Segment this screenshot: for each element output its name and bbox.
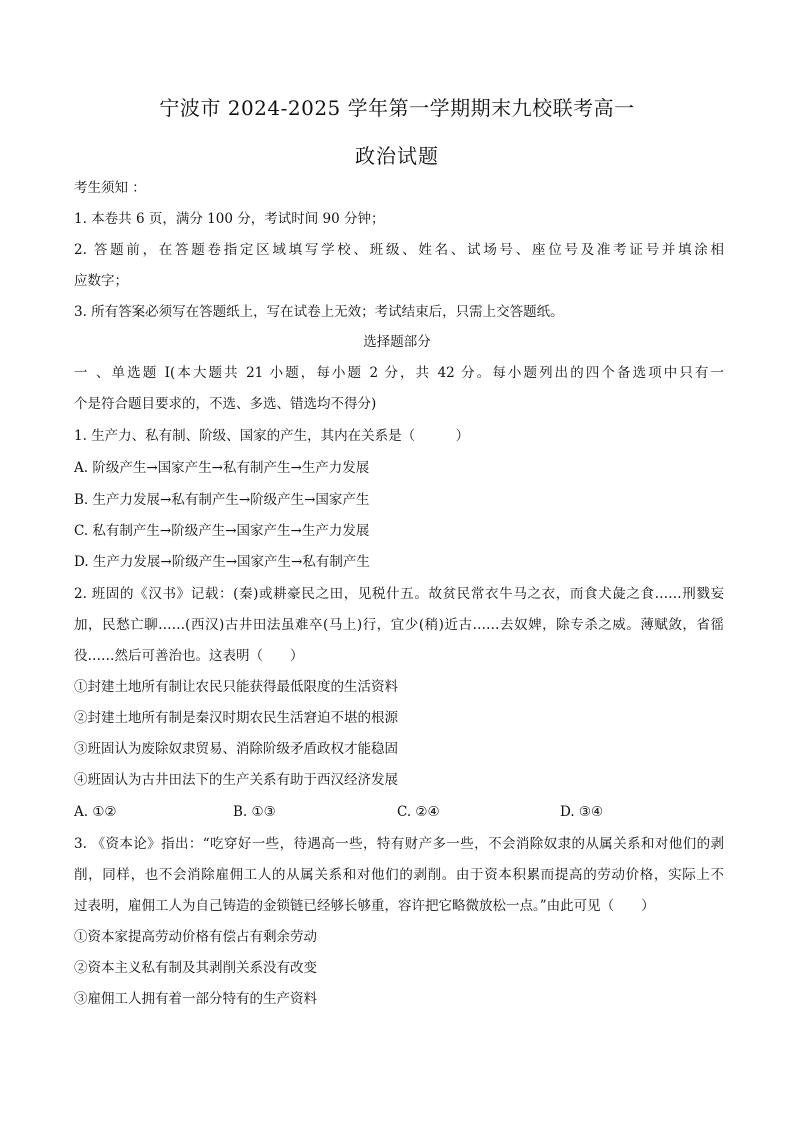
q2-statement-3: ③班固认为废除奴隶贸易、消除阶级矛盾政权才能稳固: [74, 741, 398, 757]
exam-subject-title: 政治试题: [355, 144, 439, 168]
q3-stem-line-3: 过表明，雇佣工人为自己铸造的金锁链已经够长够重，容许把它略微放松一点。”由此可见（ ）: [74, 898, 655, 914]
q2-option-a: A. ①②: [74, 804, 117, 820]
notice-item-1: 1. 本卷共 6 页，满分 100 分，考试时间 90 分钟；: [74, 211, 385, 227]
q3-stem-line-1: 3. 《资本论》指出：“吃穿好一些，待遇高一些，特有财产多一些，不会消除奴隶的从属关系和对他们的剥: [74, 836, 724, 852]
q3-statement-2: ②资本主义私有制及其剥削关系没有改变: [74, 960, 317, 976]
notice-item-3: 3. 所有答案必须写在答题纸上，写在试卷上无效；考试结束后，只需上交答题纸。: [74, 304, 564, 320]
q2-statement-4: ④班固认为古井田法下的生产关系有助于西汉经济发展: [74, 772, 398, 788]
q2-stem-line-3: 役……然后可善治也。这表明（ ）: [74, 648, 304, 664]
q2-statement-1: ①封建土地所有制让农民只能获得最低限度的生活资料: [74, 679, 398, 695]
q2-statement-2: ②封建土地所有制是秦汉时期农民生活窘迫不堪的根源: [74, 710, 398, 726]
q3-statement-3: ③雇佣工人拥有着一部分特有的生产资料: [74, 991, 317, 1007]
section-intro-line-2: 个是符合题目要求的，不选、多选、错选均不得分): [74, 396, 377, 412]
q2-stem-line-2: 加，民愁亡聊……(西汉)古井田法虽难卒(马上)行，宜少(稍)近古……去奴婢，除专杀之威。薄赋敛，省徭: [74, 617, 724, 633]
q3-stem-line-2: 削，同样，也不会消除雇佣工人的从属关系和对他们的剥削。由于资本积累而提高的劳动价格，实际上不: [74, 867, 724, 883]
q1-option-b: B. 生产力发展→私有制产生→阶级产生→国家产生: [74, 492, 370, 508]
q2-option-d: D. ③④: [560, 804, 604, 820]
exam-title: 宁波市 2024-2025 学年第一学期期末九校联考高一: [159, 96, 635, 120]
q1-option-a: A. 阶级产生→国家产生→私有制产生→生产力发展: [74, 460, 370, 476]
q3-statement-1: ①资本家提高劳动价格有偿占有剩余劳动: [74, 929, 317, 945]
q1-stem: 1. 生产力、私有制、阶级、国家的产生，其内在关系是（ ）: [74, 428, 470, 444]
section-intro-line-1: 一 、单选题 I(本大题共 21 小题，每小题 2 分，共 42 分。每小题列出的四个备选项中只有一: [74, 365, 724, 381]
notice-item-2-line-1: 2. 答题前，在答题卷指定区域填写学校、班级、姓名、试场号、座位号及准考证号并填涂相: [74, 242, 724, 258]
q2-stem-line-1: 2. 班固的《汉书》记载：(秦)或耕豪民之田，见税什五。故贫民常衣牛马之衣，而食犬彘之食……刑戮妄: [74, 586, 724, 602]
q1-option-c: C. 私有制产生→阶级产生→国家产生→生产力发展: [74, 523, 370, 539]
q1-option-d: D. 生产力发展→阶级产生→国家产生→私有制产生: [74, 554, 370, 570]
q2-option-c: C. ②④: [397, 804, 440, 820]
notice-heading: 考生须知 ：: [74, 180, 146, 196]
notice-item-2-line-2: 应数字；: [74, 273, 128, 289]
section-title: 选择题部分: [363, 334, 431, 350]
q2-option-b: B. ①③: [233, 804, 276, 820]
